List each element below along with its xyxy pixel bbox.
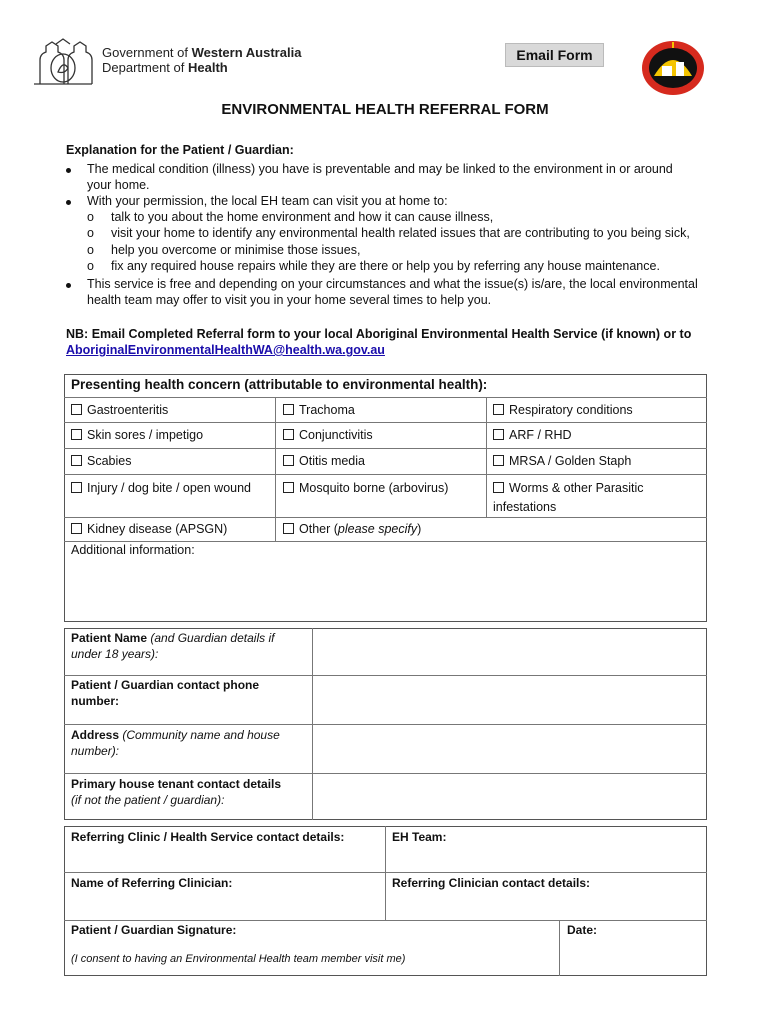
sub-item: help you overcome or minimise those issues,: [111, 243, 361, 257]
patient-name-field[interactable]: [314, 630, 705, 674]
patient-name-label: Patient Name (and Guardian details if: [71, 631, 275, 645]
checkbox-other[interactable]: Other (please specify): [283, 520, 421, 538]
checkbox-trachoma[interactable]: Trachoma: [283, 401, 355, 419]
checkbox-injury[interactable]: Injury / dog bite / open wound: [71, 479, 251, 497]
contact-phone-field[interactable]: [314, 677, 705, 723]
sub-marker: o: [87, 226, 94, 240]
sub-item: visit your home to identify any environmental health related issues that are contributing to you being sick,: [111, 226, 690, 240]
clinician-contact-label: Referring Clinician contact details:: [392, 876, 591, 890]
aboriginal-health-badge-logo: [640, 40, 706, 96]
additional-information-label: Additional information:: [71, 543, 195, 557]
address-label: Address (Community name and house: [71, 728, 280, 742]
referring-clinic-field[interactable]: [66, 845, 384, 871]
checkbox-respiratory[interactable]: Respiratory conditions: [493, 401, 633, 419]
email-form-button[interactable]: Email Form: [505, 43, 604, 67]
government-name: Government of Western Australia: [102, 45, 302, 60]
form-title: ENVIRONMENTAL HEALTH REFERRAL FORM: [221, 101, 549, 118]
patient-name-label-cont: under 18 years):: [71, 647, 159, 661]
bullet-icon: [66, 283, 71, 288]
eh-team-field[interactable]: [387, 845, 705, 871]
worms-label-cont: infestations: [493, 500, 557, 514]
tenant-contact-label: Primary house tenant contact details: [71, 777, 282, 791]
explanation-bullet-2: With your permission, the local EH team can visit you at home to:: [87, 194, 448, 208]
sub-item: fix any required house repairs while they are there or help you by referring any house maintenance.: [111, 259, 660, 273]
wa-crest-logo: [32, 38, 94, 88]
clinician-contact-field[interactable]: [387, 892, 705, 919]
health-concern-heading: Presenting health concern (attributable to environmental health):: [71, 377, 488, 392]
referral-email-link[interactable]: AboriginalEnvironmentalHealthWA@health.wa.gov.au: [66, 343, 385, 357]
referring-clinician-label: Name of Referring Clinician:: [71, 876, 233, 890]
referring-clinician-field[interactable]: [66, 892, 384, 919]
explanation-bullet-3-cont: health team may offer to visit you in your home several times to help you.: [87, 293, 492, 307]
sub-marker: o: [87, 259, 94, 273]
eh-team-label: EH Team:: [392, 830, 447, 844]
consent-note: (I consent to having an Environmental Health team member visit me): [71, 953, 406, 965]
sub-marker: o: [87, 210, 94, 224]
explanation-heading: Explanation for the Patient / Guardian:: [66, 143, 294, 157]
checkbox-gastroenteritis[interactable]: Gastroenteritis: [71, 401, 168, 419]
address-label-cont: number):: [71, 744, 120, 758]
sub-marker: o: [87, 243, 94, 257]
contact-phone-label-cont: number:: [71, 694, 119, 708]
department-name: Department of Health: [102, 60, 228, 75]
checkbox-mrsa[interactable]: MRSA / Golden Staph: [493, 452, 631, 470]
nb-instruction: NB: Email Completed Referral form to your local Aboriginal Environmental Health Service (if known) or to: [66, 327, 692, 341]
date-field[interactable]: [561, 938, 705, 974]
checkbox-conjunctivitis[interactable]: Conjunctivitis: [283, 426, 373, 444]
bullet-icon: [66, 168, 71, 173]
additional-information-field[interactable]: [66, 560, 706, 620]
sub-item: talk to you about the home environment and how it can cause illness,: [111, 210, 494, 224]
contact-phone-label: Patient / Guardian contact phone: [71, 678, 260, 692]
checkbox-otitis-media[interactable]: Otitis media: [283, 452, 365, 470]
tenant-contact-label-cont: (if not the patient / guardian):: [71, 793, 225, 807]
checkbox-scabies[interactable]: Scabies: [71, 452, 131, 470]
checkbox-mosquito-borne[interactable]: Mosquito borne (arbovirus): [283, 479, 448, 497]
referring-clinic-label: Referring Clinic / Health Service contact details:: [71, 830, 345, 844]
signature-label: Patient / Guardian Signature:: [71, 923, 237, 937]
checkbox-skin-sores[interactable]: Skin sores / impetigo: [71, 426, 203, 444]
explanation-bullet-1-cont: your home.: [87, 178, 150, 192]
tenant-contact-field[interactable]: [314, 775, 705, 819]
checkbox-worms[interactable]: Worms & other Parasitic: [493, 479, 644, 497]
checkbox-arf-rhd[interactable]: ARF / RHD: [493, 426, 572, 444]
address-field[interactable]: [314, 726, 705, 772]
explanation-bullet-1: The medical condition (illness) you have is preventable and may be linked to the environment in or around: [87, 162, 673, 176]
date-label: Date:: [567, 923, 598, 937]
signature-field[interactable]: [300, 922, 556, 948]
explanation-bullet-3: This service is free and depending on your circumstances and what the issue(s) is/are, the local environmental: [87, 277, 698, 291]
bullet-icon: [66, 200, 71, 205]
checkbox-kidney-disease[interactable]: Kidney disease (APSGN): [71, 520, 227, 538]
